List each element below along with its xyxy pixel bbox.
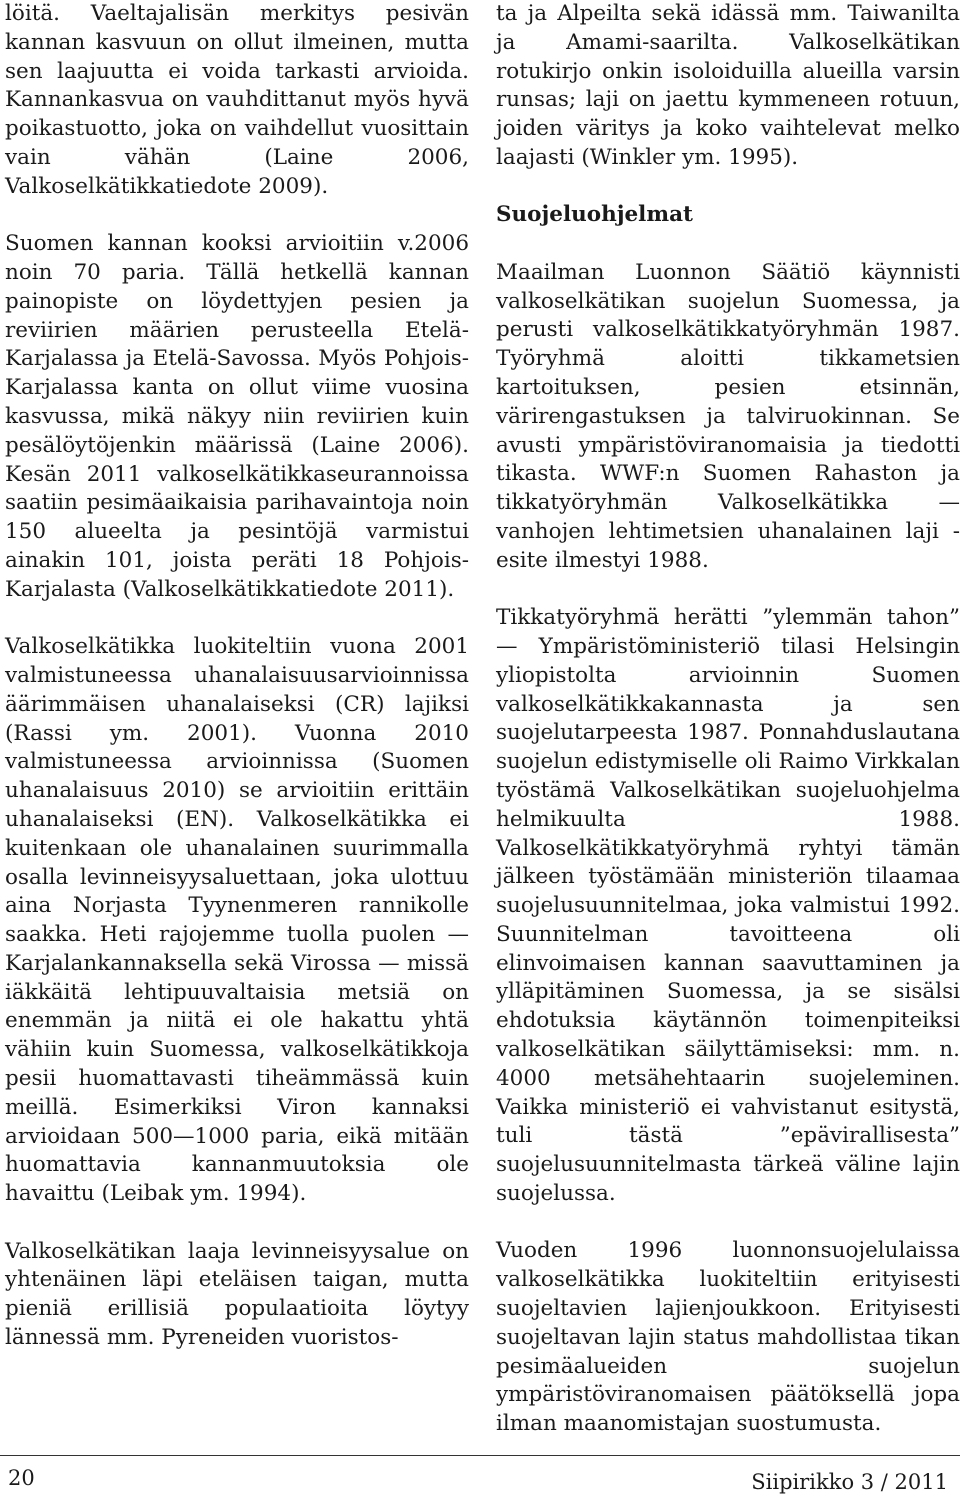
- paragraph: löitä. Vaeltajalisän merkitys pesivän kannan kasvuun on ollut ilmeinen, mutta sen laajuutta ei voida tarkasti arvioida. Kannankasvua on vauhdittanut myös hyvä poikastuotto, joka on vaihdellut vuosittain vain vähän (Laine 2006, Valkoselkätikkatiedote 2009).: [5, 1, 469, 199]
- paragraph: Maailman Luonnon Säätiö käynnisti valkoselkätikan suojelun Suomessa, ja perusti valkoselkätikkatyöryhmän 1987. Työryhmä aloitti tikkametsien kartoituksen, pesien etsinnän, värirengastuksen ja talviruokinnan. Se avusti ympäristöviranomaisia ja tiedotti tikasta. WWF:n Suomen Rahaston ja tikkatyöryhmän Valkoselkätikka — vanhojen lehtimetsien uhanalainen laji - esite ilmestyi 1988.: [496, 259, 960, 573]
- right-column: [496, 0, 960, 1468]
- paragraph: Valkoselkätikan laaja levinneisyysalue on yhtenäinen läpi eteläisen taigan, mutta pieniä erillisiä populaatioita löytyy lännessä mm. Pyreneiden vuoristos-: [5, 1238, 469, 1351]
- section-heading: Suojeluohjelmat: [496, 202, 693, 228]
- paragraph: ta ja Alpeilta sekä idässä mm. Taiwanilta ja Amami-saarilta. Valkoselkätikan rotukirjo onkin isoloiduilla alueilla varsin runsas; laji on jaettu kymmeneen rotuun, joiden väritys ja koko vaihtelevat melko laajasti (Winkler ym. 1995).: [496, 1, 960, 170]
- paragraph: Tikkatyöryhmä herätti ”ylemmän tahon” — Ympäristöministeriö tilasi Helsingin yliopistolta arvioinnin Suomen valkoselkätikkakannasta ja sen suojelutarpeesta 1987. Ponnahduslautana suojelun edistymiselle oli Raimo Virkkalan työstämä Valkoselkätikan suojeluohjelma helmikuulta 1988. Valkoselkätikkatyöryhmä ryhtyi tämän jälkeen työstämään ministeriön tilaamaa suojelusuunnitelmaa, joka valmistui 1992. Suunnitelman tavoitteena oli elinvoimaisen kannan saavuttaminen ja ylläpitäminen Suomessa, ja se sisälsi ehdotuksia käytännön toimenpiteiksi valkoselkätikan säilyttämiseksi: mm. n. 4000 metsähehtaarin suojeleminen. Vaikka ministeriö ei vahvistanut esitystä, tuli tästä ”epävirallisesta” suojelusuunnitelmasta tärkeä väline lajin suojelussa.: [496, 605, 960, 1207]
- journal-issue: Siipirikko 3 / 2011: [751, 1470, 948, 1494]
- paragraph: Vuoden 1996 luonnonsuojelulaissa valkoselkätikka luokiteltiin erityisesti suojeltavien lajienjoukkoon. Erityisesti suojeltavan lajin status mahdollistaa tikan pesimäalueiden suojelun ympäristöviranomaisen päätöksellä jopa ilman maanomistajan suostumusta.: [496, 1238, 960, 1437]
- left-column: [5, 0, 469, 1381]
- page-number: 20: [8, 1466, 35, 1490]
- paragraph: Suomen kannan kooksi arvioitiin v.2006 noin 70 paria. Tällä hetkellä kannan painopiste on löydettyjen pesien ja reviirien määrien perusteella Etelä-Karjalassa ja Etelä-Savossa. Myös Pohjois-Karjalassa kanta on ollut viime vuosina kasvussa, mikä näkyy niin reviirien kuin pesälöytöjenkin määrissä (Laine 2006). Kesän 2011 valkoselkätikkaseurannoissa saatiin pesimäaikaisia parihavaintoja noin 150 alueelta ja pesintöjä varmistui ainakin 101, joista peräti 18 Pohjois-Karjalasta (Valkoselkätikkatiedote 2011).: [5, 231, 469, 602]
- footer-divider: [0, 1455, 960, 1456]
- paragraph: Valkoselkätikka luokiteltiin vuona 2001 valmistuneessa uhanalaisuusarvioinnissa äärimmäisen uhanalaiseksi (CR) lajiksi (Rassi ym. 2001). Vuonna 2010 valmistuneessa arvioinnissa (Suomen uhanalaisuus 2010) se arvioitiin erittäin uhanalaiseksi (EN). Valkoselkätikka ei kuitenkaan ole uhanalainen suurimmalla osalla levinneisyysaluettaan, joka ulottuu aina Norjasta Tyynenmeren rannikolle saakka. Heti rajojemme tuolla puolen — Karjalankannaksella sekä Virossa — missä iäkkäitä lehtipuuvaltaisia metsiä on enemmän ja niitä ei ole hakattu yhtä vähiin kuin Suomessa, valkoselkätikkoja pesii huomattavasti tiheämmässä kuin meillä. Esimerkiksi Viron kannaksi arvioidaan 500—1000 paria, eikä mitään huomattavia kannanmuutoksia ole havaittu (Leibak ym. 1994).: [5, 634, 469, 1207]
